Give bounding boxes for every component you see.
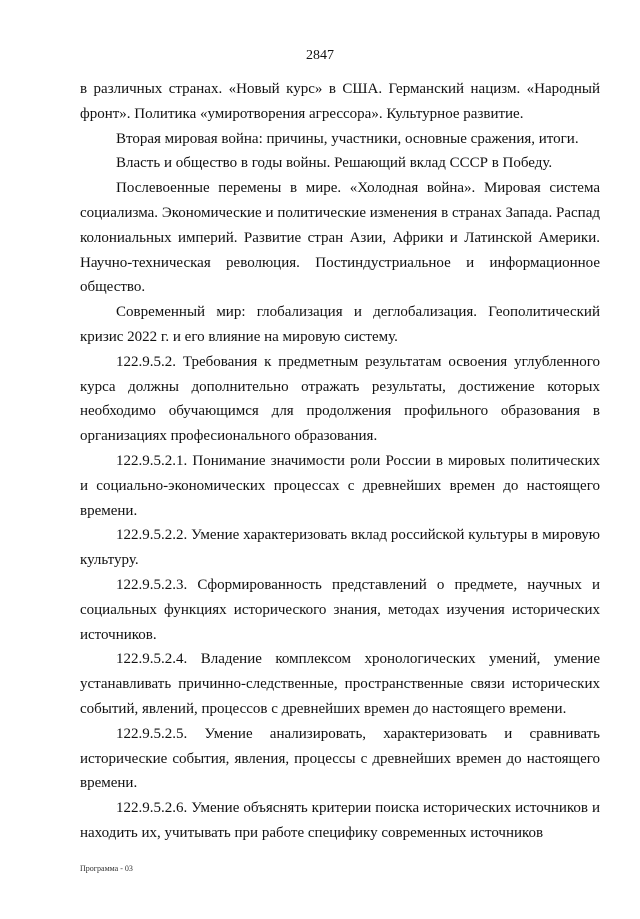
page-footer: Программа - 03 <box>80 864 133 873</box>
paragraph-ww2: Вторая мировая война: причины, участники, основные сражения, итоги. <box>116 130 579 147</box>
paragraph-item-6: 122.9.5.2.6. Умение объяснять критерии поиска исторических источников и находить их, учитывать при работе специфику современных источников <box>80 800 600 841</box>
page-body <box>80 77 600 846</box>
paragraph-power-society: Власть и общество в годы войны. Решающий вклад СССР в Победу. <box>116 155 553 172</box>
paragraph-item-3: 122.9.5.2.3. Сформированность представлений о предмете, научных и социальных функциях исторического знания, методах изучения исторических источников. <box>80 576 600 643</box>
page-number: 2847 <box>306 48 334 63</box>
paragraph-item-4: 122.9.5.2.4. Владение комплексом хронологических умений, умение устанавливать причинно-следственные, пространственные связи исторических событий, явлений, процессов с древнейших времен до настоящего времени. <box>80 651 600 717</box>
paragraph-continuation: в различных странах. «Новый курс» в США. Германский нацизм. «Народный фронт». Политика «умиротворения агрессора». Культурное развитие. <box>80 81 600 122</box>
paragraph-modern-world: Современный мир: глобализация и деглобализация. Геополитический кризис 2022 г. и его влияние на мировую систему. <box>80 304 600 345</box>
paragraph-item-5: 122.9.5.2.5. Умение анализировать, характеризовать и сравнивать исторические события, явления, процессы с древнейших времен до настоящего времени. <box>80 725 600 792</box>
paragraph-postwar: Послевоенные перемены в мире. «Холодная война». Мировая система социализма. Экономические и политические изменения в странах Запада. Распад колониальных империй. Развитие стран Азии, Африки и Латинской Америки. Научно-техническая революция. Постиндустриальное и информационное общество. <box>80 180 600 296</box>
paragraph-requirements: 122.9.5.2. Требования к предметным результатам освоения углубленного курса должны дополнительно отражать результаты, достижение которых необходимо обучающимся для продолжения профильного образования в организациях професионального образования. <box>80 353 600 445</box>
paragraph-item-1: 122.9.5.2.1. Понимание значимости роли России в мировых политических и социально-экономических процессах с древнейших времен до настоящего времени. <box>80 452 600 519</box>
paragraph-item-2: 122.9.5.2.2. Умение характеризовать вклад российской культуры в мировую культуру. <box>80 527 600 569</box>
